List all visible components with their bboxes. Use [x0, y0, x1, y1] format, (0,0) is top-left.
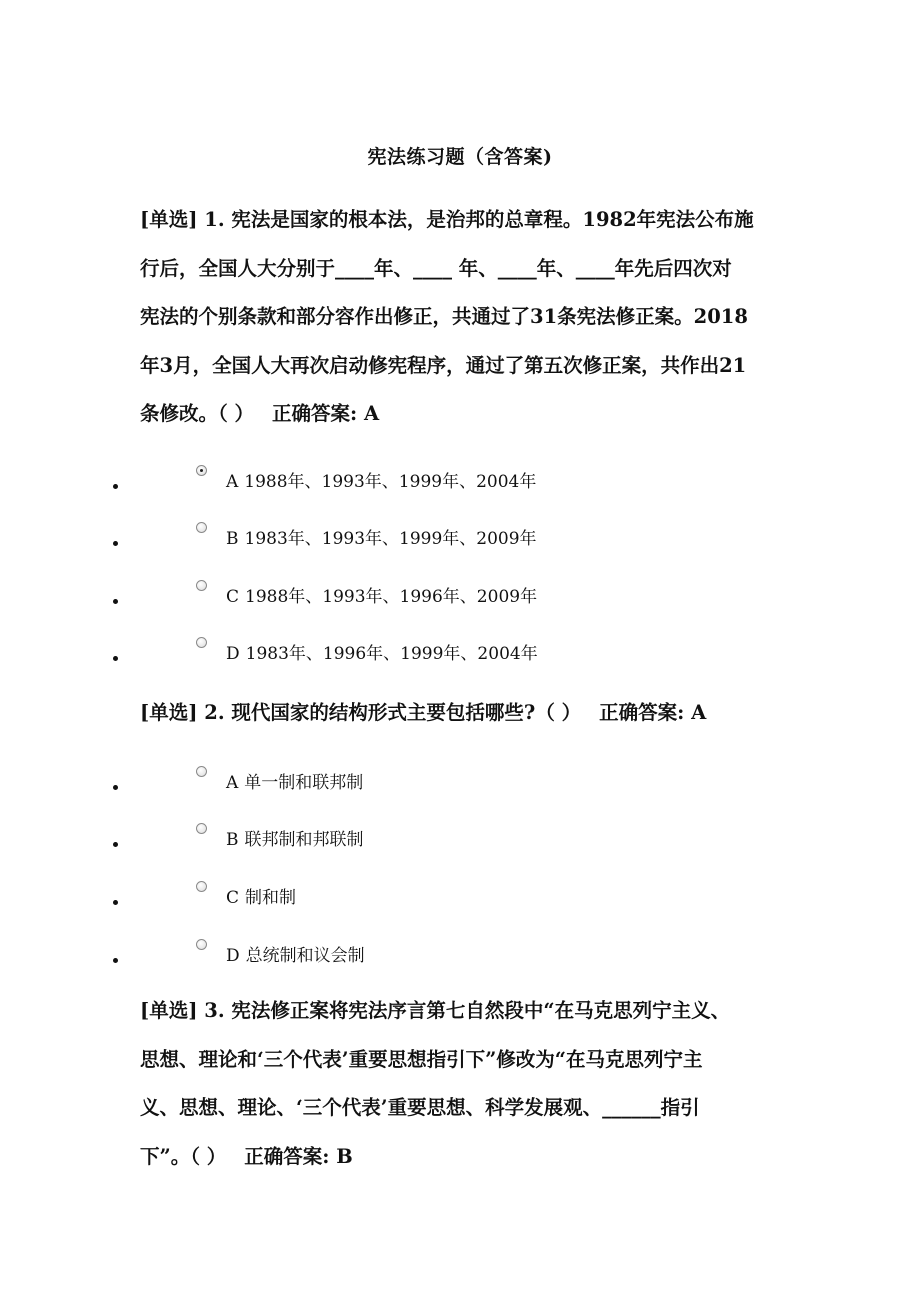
bullet-icon: [113, 842, 118, 847]
bullet-icon: [113, 900, 118, 905]
radio-icon[interactable]: [196, 881, 207, 892]
question-2: [140, 689, 790, 738]
option-label: B 联邦制和邦联制: [226, 830, 364, 850]
correct-answer: 正确答案: A: [272, 402, 380, 425]
question-number: 3.: [204, 999, 225, 1022]
question-line: 行后，全国人大分别于____年、____ 年、____年、____年先后四次对: [140, 256, 732, 280]
correct-answer: 正确答案: B: [244, 1144, 353, 1168]
correct-answer: 正确答案: A: [599, 701, 707, 724]
bullet-icon: [113, 656, 118, 661]
radio-icon[interactable]: [196, 637, 207, 648]
question-line: [140, 1133, 790, 1182]
radio-icon[interactable]: [196, 766, 207, 777]
option-item[interactable]: [0, 946, 920, 981]
question-line: [140, 390, 790, 439]
question-text: 宪法修正案将宪法序言第七自然段中“在马克思列宁主义、: [231, 999, 731, 1022]
option-item[interactable]: [0, 830, 920, 865]
option-label: D 1983年、1996年、1999年、2004年: [226, 644, 538, 664]
radio-icon[interactable]: [196, 939, 207, 950]
bullet-icon: [113, 785, 118, 790]
option-label: D 总统制和议会制: [226, 946, 365, 966]
question-text: 条修改。（ ）: [140, 402, 255, 425]
radio-checked-icon[interactable]: [196, 465, 207, 476]
question-line: [140, 196, 790, 245]
option-label: C 制和制: [226, 888, 297, 908]
option-item[interactable]: [0, 644, 920, 679]
question-text: 宪法是国家的根本法，是治邦的总章程。1982年宪法公布施: [231, 208, 754, 231]
option-label: A 单一制和联邦制: [226, 773, 364, 793]
radio-icon[interactable]: [196, 522, 207, 533]
bullet-icon: [113, 541, 118, 546]
option-item[interactable]: [0, 587, 920, 622]
question-type-tag: [单选]: [140, 701, 198, 724]
question-line: 年3月，全国人大再次启动修宪程序，通过了第五次修正案，共作出21: [140, 353, 747, 377]
question-3: [140, 987, 790, 1181]
question-type-tag: [单选]: [140, 999, 198, 1022]
option-label: B 1983年、1993年、1999年、2009年: [226, 529, 537, 549]
question-text: 下”。（ ）: [140, 1144, 227, 1168]
question-line: 义、思想、理论、‘三个代表’重要思想、科学发展观、______指引: [140, 1096, 700, 1119]
option-label: C 1988年、1993年、1996年、2009年: [226, 587, 538, 607]
radio-icon[interactable]: [196, 823, 207, 834]
question-number: 1.: [204, 208, 225, 231]
question-line: 思想、理论和‘三个代表’重要思想指引下”修改为“在马克思列宁主: [140, 1047, 703, 1071]
question-number: 2.: [204, 701, 225, 724]
question-line: [140, 689, 790, 738]
radio-icon[interactable]: [196, 580, 207, 591]
question-line: [140, 987, 790, 1036]
question-1: [140, 196, 790, 439]
option-item[interactable]: [0, 888, 920, 923]
question-line: 宪法的个别条款和部分容作出修正，共通过了31条宪法修正案。2018: [140, 305, 748, 328]
option-item[interactable]: [0, 472, 920, 507]
option-label: A 1988年、1993年、1999年、2004年: [226, 472, 537, 492]
page-title: 宪法练习题（含答案): [367, 146, 553, 168]
bullet-icon: [113, 484, 118, 489]
option-item[interactable]: [0, 773, 920, 808]
bullet-icon: [113, 958, 118, 963]
question-text: 现代国家的结构形式主要包括哪些?（ ）: [231, 701, 582, 724]
bullet-icon: [113, 599, 118, 604]
question-type-tag: [单选]: [140, 208, 198, 231]
option-item[interactable]: [0, 529, 920, 564]
